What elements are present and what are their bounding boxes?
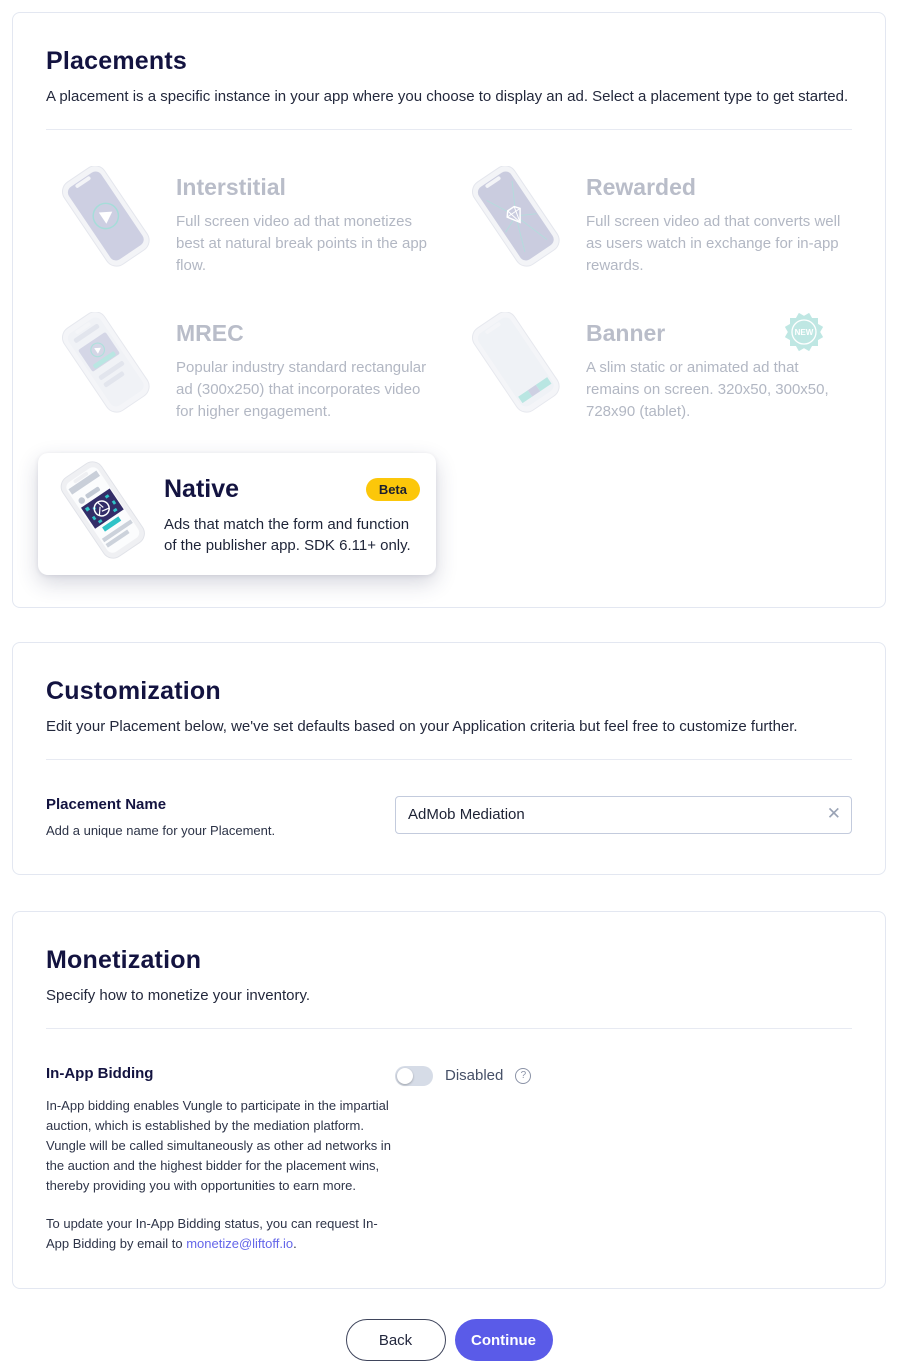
- monetize-email-link[interactable]: monetize@liftoff.io: [186, 1236, 294, 1252]
- placement-type-grid: [46, 166, 852, 575]
- interstitial-phone-illustration: [46, 166, 164, 268]
- customization-title: Customization: [46, 676, 221, 705]
- monetization-subtitle: Specify how to monetize your inventory.: [46, 986, 311, 1004]
- placement-desc-native: Ads that match the form and function of the publisher app. SDK 6.11+ only.: [164, 515, 411, 555]
- placement-title-mrec: MREC: [176, 320, 244, 347]
- placement-desc-banner: A slim static or animated ad that remains on screen. 320x50, 300x50, 728x90 (tablet).: [586, 359, 829, 420]
- in-app-bidding-label: In-App Bidding: [46, 1064, 154, 1082]
- monetization-title: Monetization: [46, 945, 202, 974]
- placement-option-native-selected[interactable]: [38, 453, 436, 575]
- placement-desc-interstitial: Full screen video ad that monetizes best at natural break points in the app flow.: [176, 213, 428, 274]
- divider: [46, 1028, 852, 1029]
- placement-title-interstitial: Interstitial: [176, 174, 286, 200]
- placement-desc-rewarded: Full screen video ad that converts well as users watch in exchange for in-app rewards.: [586, 213, 841, 274]
- in-app-bidding-toggle[interactable]: [395, 1066, 433, 1086]
- monetization-card: [12, 911, 886, 1290]
- placement-title-rewarded: Rewarded: [586, 174, 696, 200]
- footer-actions: [0, 1319, 898, 1361]
- beta-badge: Beta: [366, 478, 420, 501]
- placement-option-mrec[interactable]: [46, 312, 442, 422]
- placement-name-row: [46, 796, 852, 838]
- placement-option-rewarded[interactable]: [456, 166, 852, 276]
- placement-title-banner: Banner: [586, 320, 666, 347]
- placement-desc-mrec: Popular industry standard rectangular ad (300x250) that incorporates video for higher engagement.: [176, 359, 427, 420]
- placement-option-interstitial[interactable]: [46, 166, 442, 276]
- in-app-bidding-description: In-App bidding enables Vungle to participate in the impartial auction, which is established by the mediation platform. Vungle will be called simultaneously as other ad networks in the auction and the highest bidder for the placement wins, thereby providing you with opportunities to earn more.: [46, 1097, 391, 1194]
- placements-card: [12, 12, 886, 608]
- customization-card: [12, 642, 886, 875]
- placement-option-banner[interactable]: [456, 312, 852, 422]
- native-phone-illustration: [46, 461, 158, 561]
- in-app-bidding-request-text: To update your In-App Bidding status, you can request In-App Bidding by email to monetize@liftoff.io.: [46, 1216, 378, 1252]
- placements-title: Placements: [46, 47, 187, 75]
- placement-name-label: Placement Name: [46, 795, 167, 813]
- back-button[interactable]: Back: [346, 1319, 446, 1361]
- placement-name-input[interactable]: [395, 796, 852, 834]
- toggle-knob: [397, 1068, 413, 1084]
- svg-text:NEW: NEW: [794, 328, 814, 338]
- customization-subtitle: Edit your Placement below, we've set defaults based on your Application criteria but feel free to customize further.: [46, 717, 798, 735]
- mrec-phone-illustration: [46, 312, 164, 414]
- placement-name-help: Add a unique name for your Placement.: [46, 822, 276, 838]
- placements-subtitle: A placement is a specific instance in your app where you choose to display an ad. Select a placement type to get started.: [46, 88, 849, 105]
- continue-button[interactable]: Continue: [455, 1319, 553, 1361]
- help-icon[interactable]: ?: [515, 1068, 531, 1084]
- in-app-bidding-status: Disabled: [445, 1067, 504, 1084]
- clear-input-icon[interactable]: ✕: [826, 803, 841, 823]
- divider: [46, 759, 852, 760]
- new-badge: [782, 310, 826, 354]
- in-app-bidding-row: [46, 1065, 852, 1255]
- rewarded-phone-illustration: [456, 166, 574, 268]
- divider: [46, 129, 852, 130]
- banner-phone-illustration: [456, 312, 574, 414]
- placement-title-native: Native: [164, 474, 240, 503]
